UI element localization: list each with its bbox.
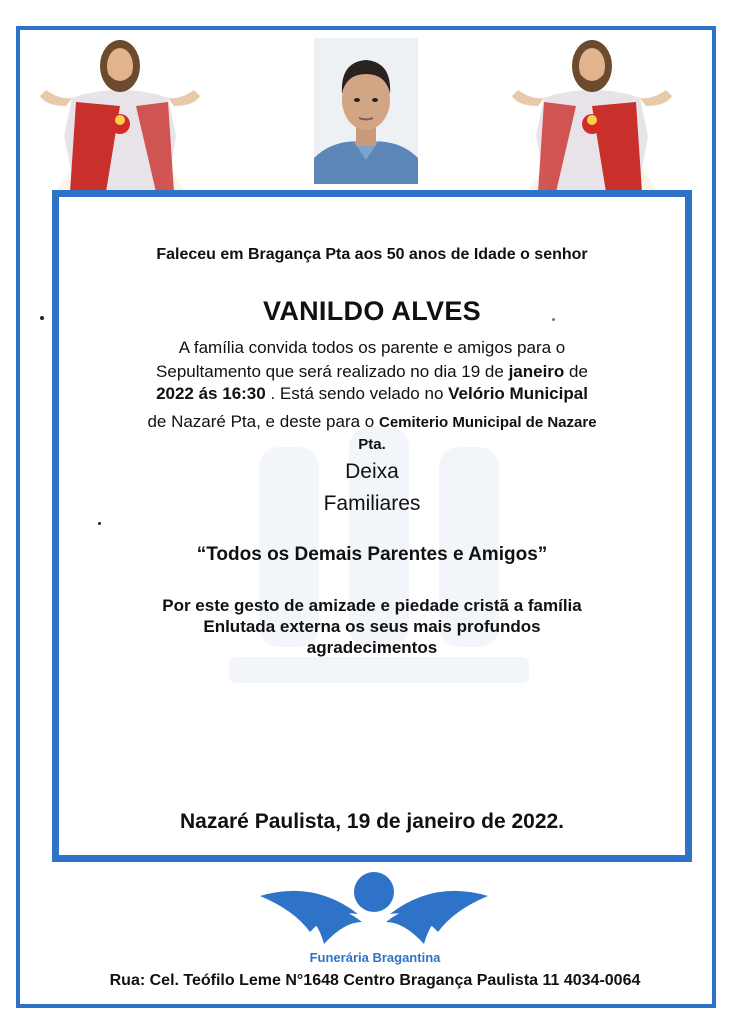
leaves-label: Deixa (345, 460, 399, 483)
invitation-line-4: de Nazaré Pta, e deste para o Cemiterio Municipal de Nazare (147, 412, 597, 431)
deceased-name: VANILDO ALVES (263, 296, 481, 326)
invitation-line-3: 2022 ás 16:30 . Está sendo velado no Velório Municipal (156, 384, 588, 403)
funeral-home-logo (254, 870, 494, 946)
quote-line: “Todos os Demais Parentes e Amigos” (196, 544, 548, 565)
scan-speck (40, 316, 44, 320)
date-line: Nazaré Paulista, 19 de janeiro de 2022. (179, 810, 565, 833)
intro-line: Faleceu em Bragança Pta aos 50 anos de Idade o senhor (156, 246, 588, 263)
scan-speck (98, 522, 101, 525)
thanks-line-3: agradecimentos (306, 638, 438, 657)
invitation-line-1: A família convida todos os parente e amigos para o (178, 338, 566, 357)
scan-speck (552, 318, 555, 321)
family-label: Familiares (323, 492, 421, 515)
brand-name: Funerária Bragantina (309, 950, 441, 965)
invitation-line-5: Pta. (358, 436, 386, 453)
address-line: Rua: Cel. Teófilo Leme N°1648 Centro Bragança Paulista 11 4034-0064 (109, 972, 641, 989)
invitation-line-2: Sepultamento que será realizado no dia 19 de janeiro de (156, 362, 588, 381)
thanks-line-2: Enlutada externa os seus mais profundos (203, 617, 541, 636)
sacred-heart-image-right (508, 36, 676, 192)
sacred-heart-image-left (36, 36, 204, 192)
announcement-panel (52, 190, 692, 862)
thanks-line-1: Por este gesto de amizade e piedade cristã a família (162, 596, 582, 615)
deceased-photo (314, 38, 418, 184)
